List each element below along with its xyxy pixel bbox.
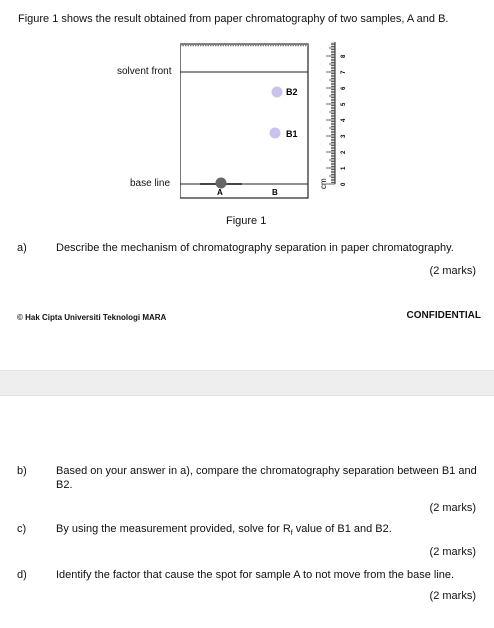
question-a-text: Describe the mechanism of chromatography separation in paper chromatography. <box>56 242 454 254</box>
ruler-tick-label: 8 <box>341 54 347 58</box>
question-c-label: c) <box>17 523 27 535</box>
question-c-text-post: value of B1 and B2. <box>292 523 392 535</box>
ruler-unit-label: cm <box>319 178 328 189</box>
ruler-tick-label: 3 <box>341 134 347 138</box>
paper-outline <box>180 44 308 198</box>
lane-b-label: B <box>272 188 278 197</box>
solvent-front-label: solvent front <box>117 66 172 77</box>
chromatography-figure <box>180 42 360 211</box>
spot-b1-label: B1 <box>286 129 298 139</box>
question-c-text-pre: By using the measurement provided, solve for R <box>56 523 291 535</box>
ruler-tick-label: 4 <box>341 118 347 122</box>
base-line-label: base line <box>130 178 171 189</box>
ruler-tick-label: 2 <box>341 150 347 154</box>
ruler <box>326 42 347 186</box>
question-a-marks: (2 marks) <box>429 265 476 277</box>
figure-caption: Figure 1 <box>226 215 267 227</box>
ruler-tick-label: 7 <box>341 70 347 74</box>
page-separator <box>0 370 494 396</box>
chromatogram-diagram <box>180 42 360 206</box>
ruler-tick-label: 0 <box>341 182 347 186</box>
confidential-label: CONFIDENTIAL <box>406 310 481 321</box>
spot-a <box>216 178 227 189</box>
spot-b2-label: B2 <box>286 87 298 97</box>
copyright-text: © Hak Cipta Universiti Teknologi MARA <box>17 313 167 322</box>
question-a-label: a) <box>17 242 27 254</box>
question-b-label: b) <box>17 465 27 477</box>
question-d-text: Identify the factor that cause the spot for sample A to not move from the base line. <box>56 569 455 581</box>
question-d-marks: (2 marks) <box>429 590 476 602</box>
ruler-tick-label: 1 <box>341 166 347 170</box>
spot-b1 <box>270 128 281 139</box>
intro-text: Figure 1 shows the result obtained from paper chromatography of two samples, A and B. <box>18 13 449 25</box>
ruler-tick-label: 5 <box>341 102 347 106</box>
lane-a-label: A <box>217 188 223 197</box>
spot-b2 <box>272 87 283 98</box>
question-c-subscript: f <box>290 530 293 538</box>
question-b-text: Based on your answer in a), compare the chromatography separation between B1 and B2. <box>56 465 477 491</box>
question-b-marks: (2 marks) <box>429 502 476 514</box>
question-d-label: d) <box>17 569 27 581</box>
question-c-marks: (2 marks) <box>429 546 476 558</box>
question-c-text <box>56 522 392 541</box>
ruler-tick-label: 6 <box>341 86 347 90</box>
